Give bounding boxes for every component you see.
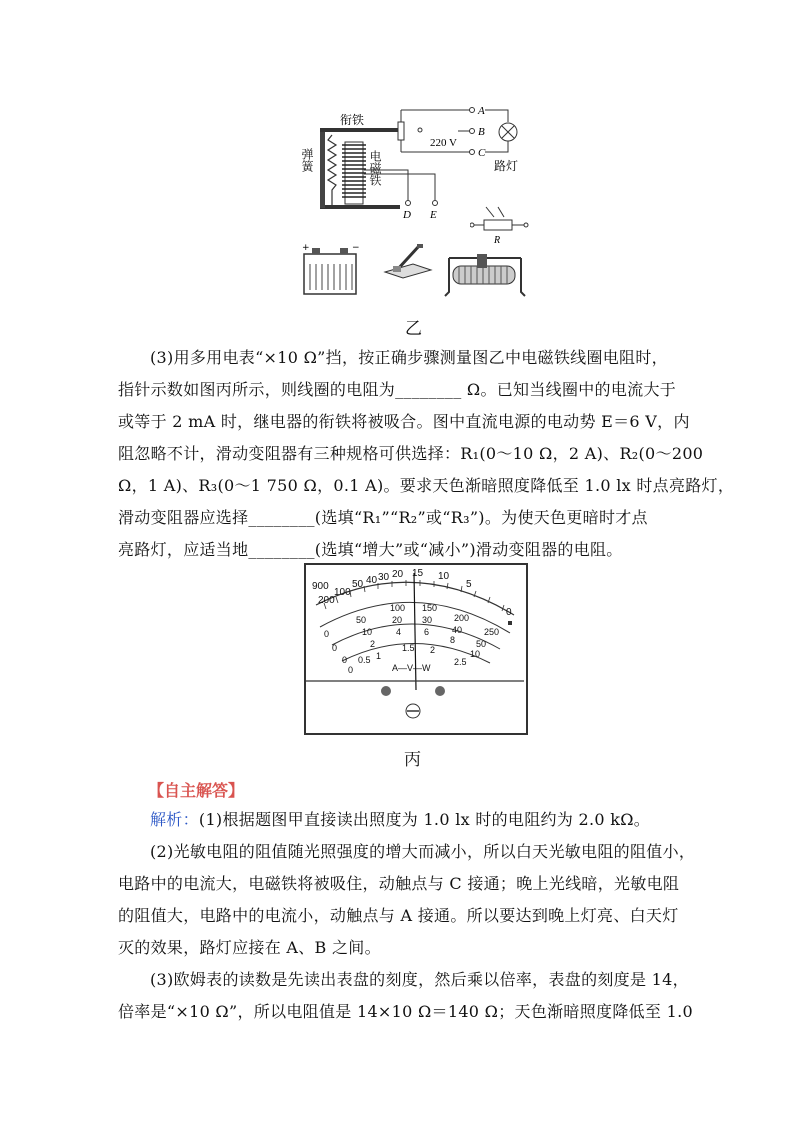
relay-base	[320, 205, 400, 209]
armature-bar	[320, 128, 400, 132]
answer-line: 电路中的电流大，电磁铁将被吸住，动触点与 C 接通；晚上光线暗，光敏电阻	[118, 874, 680, 893]
ac-tick-label: 0	[348, 665, 354, 675]
answer-line: 的阻值大，电路中的电流小，动触点与 A 接通。所以要达到晚上灯亮、白天灯	[118, 906, 679, 925]
question-line: 或等于 2 mA 时，继电器的衔铁将被吸合。图中直流电源的电动势 E＝6 V，内	[118, 412, 690, 431]
ohm-tick-label: 30	[378, 572, 390, 583]
question-line: 阻忽略不计，滑动变阻器有三种规格可供选择：R₁(0～10 Ω，2 A)、R₂(0～200	[118, 444, 704, 463]
answer-line: (3)欧姆表的读数是先读出表盘的刻度，然后乘以倍率，表盘的刻度是 14，	[150, 970, 689, 989]
analysis-label: 解析：	[150, 810, 199, 829]
answer-heading: 【自主解答】	[148, 781, 245, 800]
ohm-tick-label: 5	[466, 579, 472, 590]
label-electromagnet: 电磁铁	[368, 150, 382, 186]
ohm-tick-label: 15	[412, 568, 424, 579]
multimeter-dial	[306, 565, 524, 731]
ac-tick-label: 0.5	[358, 655, 371, 665]
ohm-tick-label: 20	[392, 569, 404, 580]
photoresistor	[470, 205, 530, 245]
answer-line: (2)光敏电阻的阻值随光照强度的增大而减小，所以白天光敏电阻的阻值小，	[150, 842, 696, 861]
rheostat-icon	[443, 248, 528, 298]
question-line: Ω，1 A)、R₃(0～1 750 Ω，0.1 A)。要求天色渐暗照度降低至 1.0 lx 时点亮路灯，	[118, 476, 735, 495]
ac-tick-label: 1	[376, 651, 382, 661]
dc-tick-label: 100	[390, 603, 406, 613]
svg-text:+: +	[302, 243, 310, 253]
ac-tick-label: 2	[430, 645, 436, 655]
ohm-tick-label: 10	[438, 571, 450, 582]
ohm-tick-label: 0	[506, 607, 512, 618]
label-terminal-c: C	[478, 147, 486, 159]
label-terminal-a: A	[478, 105, 485, 117]
dc-tick-label: 6	[424, 627, 430, 637]
dc-tick-label: 0	[332, 643, 338, 653]
dc-tick-label: 4	[396, 627, 402, 637]
dc-tick-label: 30	[422, 615, 433, 625]
figure-yi-caption: 乙	[405, 319, 422, 339]
dc-tick-label: 50	[476, 639, 487, 649]
question-line: 指针示数如图丙所示，则线圈的电阻为________ Ω。已知当线圈中的电流大于	[118, 380, 677, 399]
ohm-tick-label: 100	[334, 587, 351, 598]
light-arrows-icon	[486, 207, 504, 217]
knife-switch-icon	[383, 240, 433, 280]
answer-line: (1)根据题图甲直接读出照度为 1.0 lx 时的电阻约为 2.0 kΩ。	[198, 810, 651, 829]
dc-tick-label: 2	[370, 639, 376, 649]
question-line: 滑动变阻器应选择________(选填“R₁”“R₂”或“R₃”)。为使天色更暗时才点	[118, 508, 648, 527]
dc-tick-label: 20	[392, 615, 403, 625]
dc-tick-label: 0	[324, 629, 330, 639]
contact-block	[398, 122, 404, 140]
svg-text:−: −	[352, 243, 360, 253]
answer-body	[118, 804, 696, 1028]
label-armature: 衔铁	[340, 113, 365, 127]
terminal-b[interactable]	[470, 129, 475, 134]
dc-tick-label: 250	[484, 627, 500, 637]
unit-label: A—V—W	[392, 663, 431, 673]
label-terminal-e: E	[430, 209, 437, 221]
dc-tick-label: 10	[362, 627, 373, 637]
dc-tick-label: 50	[356, 615, 367, 625]
terminal-e[interactable]	[433, 201, 438, 206]
question-line: (3)用多用电表“×10 Ω”挡，按正确步骤测量图乙中电磁铁线圈电阻时，	[150, 348, 668, 367]
label-terminal-b: B	[478, 126, 485, 138]
question-line: 亮路灯，应适当地________(选填“增大”或“减小”)滑动变阻器的电阻。	[118, 540, 623, 559]
ohm-tick-label: 200	[318, 595, 335, 606]
dc-tick-label: 150	[422, 603, 438, 613]
spring-icon	[328, 135, 336, 205]
dc-tick-label: 10	[470, 649, 481, 659]
dc-tick-label: 0	[342, 655, 348, 665]
ohm-tick-label: 900	[312, 581, 329, 592]
figure-bing-caption: 丙	[404, 750, 421, 770]
label-voltage: 220 V	[430, 137, 457, 149]
ohm-tick-label: 40	[366, 575, 378, 586]
ohm-tick-label: 50	[352, 579, 364, 590]
adjust-knob-right[interactable]	[435, 686, 445, 696]
dc-tick-label: 200	[454, 613, 470, 623]
terminal-c[interactable]	[470, 150, 475, 155]
adjust-knob-left[interactable]	[381, 686, 391, 696]
relay-post	[320, 128, 325, 208]
ac-tick-label: 1.5	[402, 643, 415, 653]
question-3	[118, 342, 735, 566]
ac-tick-label: 2.5	[454, 657, 467, 667]
answer-line: 灭的效果，路灯应接在 A、B 之间。	[118, 938, 381, 957]
terminal-d[interactable]	[406, 201, 411, 206]
battery-icon	[300, 240, 362, 298]
answer-line: 倍率是“×10 Ω”，所以电阻值是 14×10 Ω＝140 Ω；天色渐暗照度降低至 1.0	[118, 1002, 693, 1021]
dc-tick-label: 40	[452, 625, 463, 635]
dc-tick-label: 8	[450, 635, 456, 645]
label-terminal-d: D	[403, 209, 411, 221]
terminal-a[interactable]	[470, 108, 475, 113]
label-resistor-r: R	[494, 235, 501, 245]
label-street-lamp: 路灯	[494, 159, 519, 173]
label-spring: 弹簧	[300, 148, 314, 172]
